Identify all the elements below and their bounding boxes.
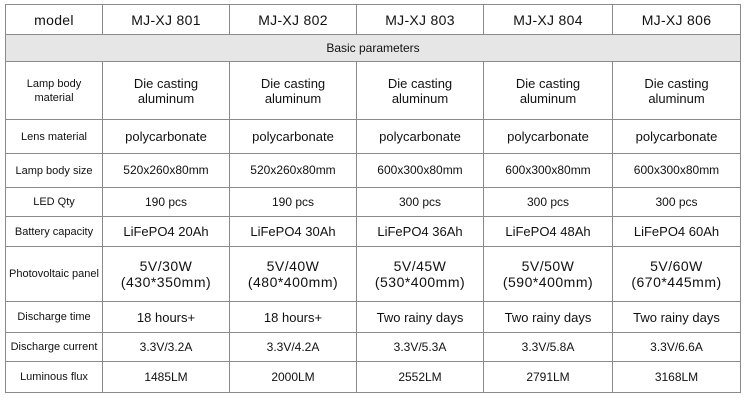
value-cell bbox=[230, 247, 357, 302]
value-cell: LiFePO4 36Ah bbox=[357, 217, 484, 247]
value-cell bbox=[357, 62, 484, 120]
row-label: Lamp body size bbox=[6, 154, 103, 188]
value-cell: 3.3V/5.8A bbox=[484, 333, 613, 362]
value-line: aluminum bbox=[519, 90, 577, 106]
value-cell: LiFePO4 48Ah bbox=[484, 217, 613, 247]
value-cell: 18 hours+ bbox=[230, 302, 357, 333]
value-cell: LiFePO4 60Ah bbox=[613, 217, 741, 247]
model-column-header: MJ-XJ 801 bbox=[103, 5, 230, 35]
value-cell: 3168LM bbox=[613, 362, 741, 393]
value-cell: Two rainy days bbox=[613, 302, 741, 333]
value-line: Die casting bbox=[260, 75, 326, 91]
value-cell: polycarbonate bbox=[103, 120, 230, 154]
row-label bbox=[6, 62, 103, 120]
value-cell: 3.3V/5.3A bbox=[357, 333, 484, 362]
value-cell bbox=[103, 247, 230, 302]
value-cell: 2552LM bbox=[357, 362, 484, 393]
value-cell bbox=[613, 62, 741, 120]
value-line: (590*400mm) bbox=[502, 274, 594, 290]
spec-row-lens-material bbox=[6, 120, 741, 154]
value-cell: 2791LM bbox=[484, 362, 613, 393]
value-cell: polycarbonate bbox=[613, 120, 741, 154]
value-line: Die casting bbox=[133, 75, 199, 91]
value-line: (670*445mm) bbox=[631, 274, 722, 290]
model-header-cell: model bbox=[6, 5, 103, 35]
value-cell: 300 pcs bbox=[357, 188, 484, 217]
row-label: Luminous flux bbox=[6, 362, 103, 393]
row-label-line: material bbox=[34, 91, 74, 104]
model-column-header: MJ-XJ 806 bbox=[613, 5, 741, 35]
value-line: aluminum bbox=[648, 90, 705, 106]
value-line: 5V/45W bbox=[393, 258, 447, 274]
value-cell: LiFePO4 20Ah bbox=[103, 217, 230, 247]
value-cell: 2000LM bbox=[230, 362, 357, 393]
value-line: 5V/50W bbox=[521, 258, 575, 274]
value-cell: 300 pcs bbox=[613, 188, 741, 217]
spec-row-discharge-current bbox=[6, 333, 741, 362]
spec-row-battery-capacity bbox=[6, 217, 741, 247]
model-column-header: MJ-XJ 802 bbox=[230, 5, 357, 35]
value-line: (480*400mm) bbox=[247, 274, 339, 290]
spec-row-lamp-body-material bbox=[6, 62, 741, 120]
value-line: (430*350mm) bbox=[120, 274, 212, 290]
value-cell: 3.3V/3.2A bbox=[103, 333, 230, 362]
spec-table-container bbox=[5, 4, 741, 393]
value-cell: 3.3V/4.2A bbox=[230, 333, 357, 362]
value-cell bbox=[484, 62, 613, 120]
value-cell: 300 pcs bbox=[484, 188, 613, 217]
row-label: Lens material bbox=[6, 120, 103, 154]
row-label: Discharge time bbox=[6, 302, 103, 333]
value-line: 5V/30W bbox=[139, 258, 193, 274]
value-line: 5V/60W bbox=[650, 258, 703, 274]
spec-row-discharge-time bbox=[6, 302, 741, 333]
section-row bbox=[6, 35, 741, 62]
row-label-line: Lamp body bbox=[26, 77, 82, 90]
model-column-header: MJ-XJ 804 bbox=[484, 5, 613, 35]
value-line: (530*400mm) bbox=[374, 274, 466, 290]
value-cell: 600x300x80mm bbox=[357, 154, 484, 188]
spec-table bbox=[5, 4, 741, 393]
value-cell: 1485LM bbox=[103, 362, 230, 393]
value-cell: Two rainy days bbox=[484, 302, 613, 333]
value-cell: polycarbonate bbox=[484, 120, 613, 154]
value-cell: 520x260x80mm bbox=[230, 154, 357, 188]
row-label: Battery capacity bbox=[6, 217, 103, 247]
value-line: 5V/40W bbox=[266, 258, 320, 274]
section-title: Basic parameters bbox=[6, 35, 741, 62]
value-cell: polycarbonate bbox=[357, 120, 484, 154]
value-cell: 190 pcs bbox=[230, 188, 357, 217]
spec-row-lamp-body-size bbox=[6, 154, 741, 188]
row-label: Discharge current bbox=[6, 333, 103, 362]
value-cell bbox=[357, 247, 484, 302]
value-cell bbox=[230, 62, 357, 120]
spec-row-photovoltaic-panel bbox=[6, 247, 741, 302]
value-line: aluminum bbox=[137, 90, 195, 106]
value-cell: 3.3V/6.6A bbox=[613, 333, 741, 362]
value-line: aluminum bbox=[264, 90, 322, 106]
value-cell bbox=[613, 247, 741, 302]
value-cell: 600x300x80mm bbox=[613, 154, 741, 188]
value-cell: 18 hours+ bbox=[103, 302, 230, 333]
value-cell: LiFePO4 30Ah bbox=[230, 217, 357, 247]
value-cell: Two rainy days bbox=[357, 302, 484, 333]
value-line: Die casting bbox=[387, 75, 453, 91]
value-cell: 600x300x80mm bbox=[484, 154, 613, 188]
value-cell: 190 pcs bbox=[103, 188, 230, 217]
spec-row-led-qty bbox=[6, 188, 741, 217]
value-cell bbox=[103, 62, 230, 120]
value-line: Die casting bbox=[515, 75, 581, 91]
row-label: Photovoltaic panel bbox=[6, 247, 103, 302]
header-row bbox=[6, 5, 741, 35]
spec-row-luminous-flux bbox=[6, 362, 741, 393]
value-cell: polycarbonate bbox=[230, 120, 357, 154]
value-line: Die casting bbox=[644, 75, 709, 91]
row-label: LED Qty bbox=[6, 188, 103, 217]
model-column-header: MJ-XJ 803 bbox=[357, 5, 484, 35]
value-cell: 520x260x80mm bbox=[103, 154, 230, 188]
value-line: aluminum bbox=[391, 90, 449, 106]
value-cell bbox=[484, 247, 613, 302]
